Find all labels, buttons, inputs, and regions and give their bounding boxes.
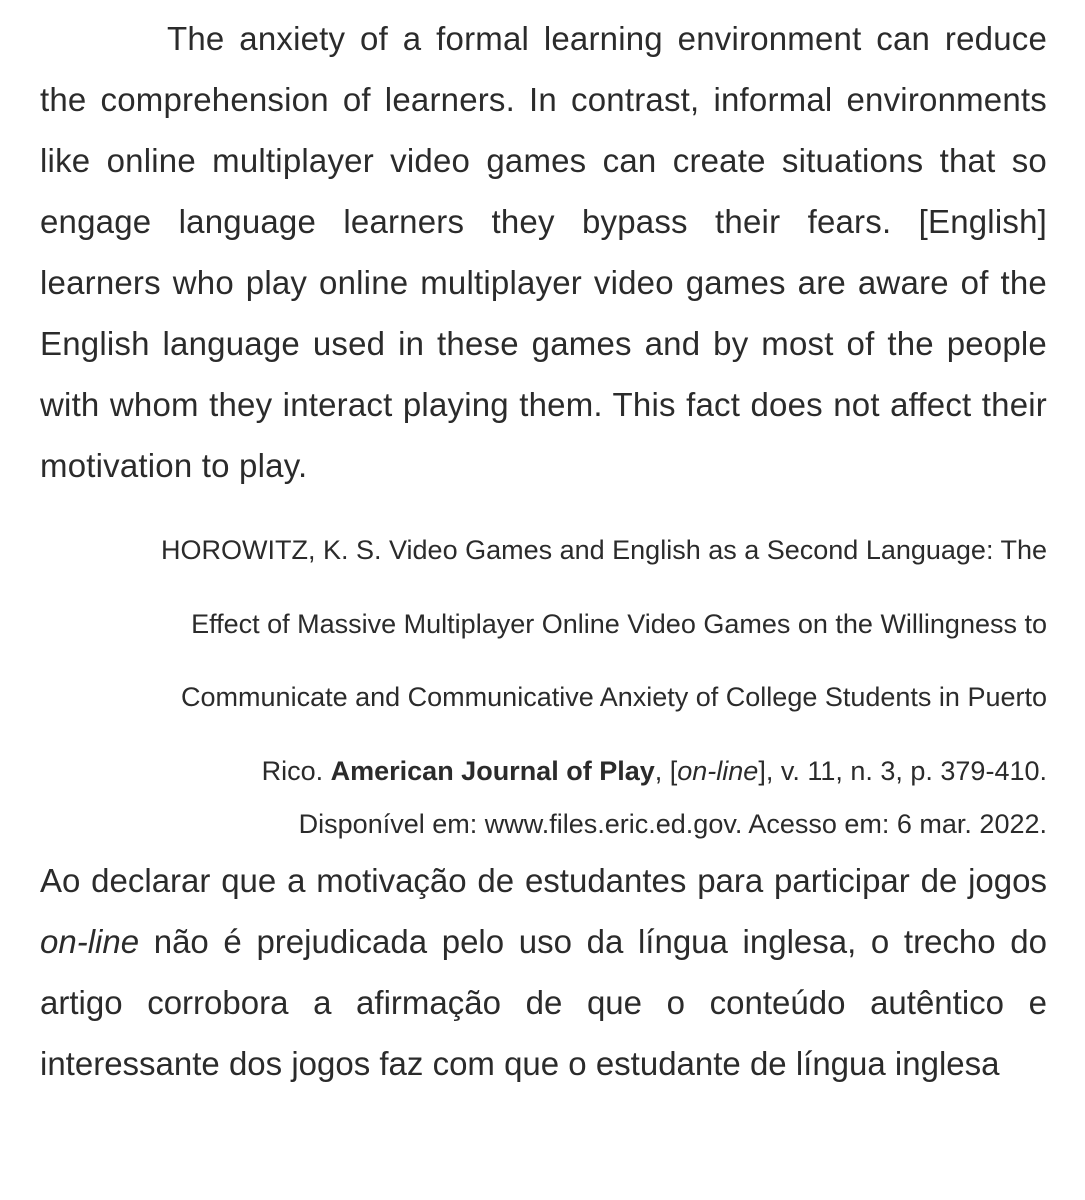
journal-title: American Journal of Play — [330, 755, 655, 786]
reference-line-4-mid: , [ — [654, 755, 678, 786]
reference-line-3: Communicate and Communicative Anxiety of College Students in Puerto — [181, 682, 1047, 712]
quote-paragraph: The anxiety of a formal learning environment can reduce the comprehension of learners. In contrast, informal environments like online multiplayer video games can create situations that so engage language learners they bypass their fears. [English] learners who play online multiplayer video games are aware of the English language used in these games and by most of the people with whom they interact playing them. This fact does not affect their motivation to play. — [40, 20, 1047, 484]
reference-line-2: Effect of Massive Multiplayer Online Video Games on the Willingness to — [191, 608, 1047, 639]
reference-line-4 — [40, 735, 1047, 809]
question-italic-term: on-line — [40, 923, 140, 960]
online-tag: on-line — [677, 755, 759, 786]
question-part-2: não é prejudicada pelo uso da língua inglesa, o trecho do artigo corrobora a afirmação de que o conteúdo autêntico e interessante dos jogos faz com que o estudante de língua inglesa — [40, 923, 1047, 1082]
reference-line-4-suffix: ], v. 11, n. 3, p. 379-410. — [758, 755, 1047, 786]
reference-line-1: HOROWITZ, K. S. Video Games and English as a Second Language: The — [161, 535, 1047, 565]
reference-block — [40, 514, 1047, 842]
question-part-1: Ao declarar que a motivação de estudantes para participar de jogos — [40, 862, 1047, 899]
reference-line-4-prefix: Rico. — [261, 755, 331, 786]
question-paragraph — [40, 850, 1047, 1094]
reference-availability: Disponível em: www.files.eric.ed.gov. Acesso em: 6 mar. 2022. — [298, 809, 1047, 839]
